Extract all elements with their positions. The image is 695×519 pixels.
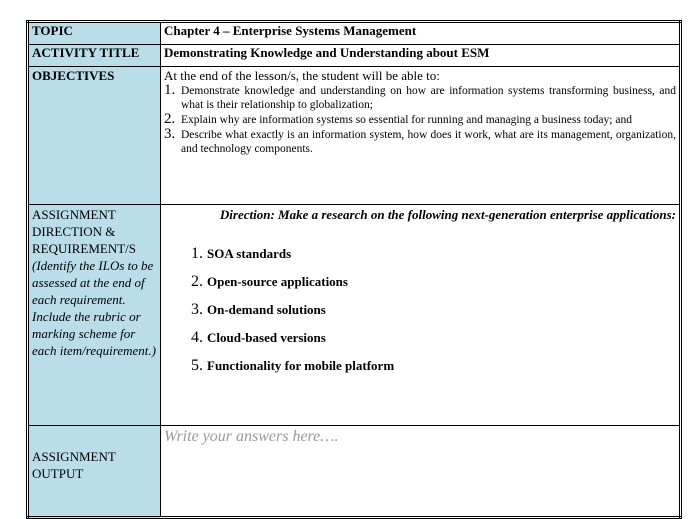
list-item — [191, 272, 676, 300]
item-number: 2. — [191, 273, 203, 290]
item-number: 4. — [191, 329, 203, 346]
objective-number: 2. — [164, 111, 176, 127]
activity-table — [26, 20, 682, 519]
item-number: 5. — [191, 357, 203, 374]
item-number: 1. — [191, 245, 203, 262]
activity-title-value: Demonstrating Knowledge and Understanding about ESM — [161, 45, 681, 67]
item-text: Open-source applications — [207, 274, 348, 289]
list-item — [191, 300, 676, 328]
assignment-label-line: DIRECTION & — [32, 224, 116, 239]
output-row — [28, 426, 681, 518]
objective-number: 3. — [164, 126, 176, 142]
applications-list — [164, 244, 676, 384]
objectives-cell — [161, 67, 681, 205]
assignment-row — [28, 205, 681, 426]
list-item — [191, 328, 676, 356]
item-number: 3. — [191, 301, 203, 318]
topic-value: Chapter 4 – Enterprise Systems Management — [161, 22, 681, 45]
activity-title-row — [28, 45, 681, 67]
objective-item — [164, 84, 676, 112]
item-text: Functionality for mobile platform — [207, 358, 395, 373]
item-text: Cloud-based versions — [207, 330, 326, 345]
output-label — [28, 426, 161, 518]
list-item — [191, 356, 676, 384]
objective-number: 1. — [164, 82, 176, 98]
item-text: On-demand solutions — [207, 302, 326, 317]
assignment-label-text — [32, 205, 157, 359]
assignment-direction: Direction: Make a research on the following next-generation enterprise applications: — [219, 207, 676, 222]
answer-placeholder[interactable]: Write your answers here…. — [164, 428, 339, 445]
topic-label: TOPIC — [28, 22, 161, 45]
objectives-row — [28, 67, 681, 205]
list-item — [191, 244, 676, 272]
topic-row — [28, 22, 681, 45]
item-text: SOA standards — [207, 246, 292, 261]
output-label-line: ASSIGNMENT — [32, 449, 116, 464]
output-label-line: OUTPUT — [32, 466, 84, 481]
objectives-label — [28, 67, 161, 205]
objectives-label-text: OBJECTIVES — [32, 68, 115, 83]
assignment-cell — [161, 205, 681, 426]
assignment-label-note: (Identify the ILOs to be assessed at the end of each requirement. Include the rubric or marking scheme for each item/requirement.) — [32, 258, 156, 358]
activity-title-label: ACTIVITY TITLE — [28, 45, 161, 67]
objective-text: Describe what exactly is an information system, how does it work, what are its management, organization, and technology components. — [181, 129, 676, 155]
objective-text: Demonstrate knowledge and understanding on how are information systems transforming business, and what is their relationship to globalization; — [181, 85, 676, 111]
objective-text: Explain why are information systems so essential for running and managing a business today; and — [181, 114, 632, 126]
objective-item — [164, 128, 676, 156]
objective-item — [164, 113, 676, 127]
assignment-label-line: ASSIGNMENT — [32, 207, 116, 222]
assignment-label-line: REQUIREMENT/S — [32, 241, 136, 256]
objectives-list — [164, 84, 676, 156]
assignment-label — [28, 205, 161, 426]
objectives-intro: At the end of the lesson/s, the student will be able to: — [164, 68, 440, 83]
answer-area[interactable] — [161, 426, 681, 518]
activity-sheet — [26, 20, 682, 490]
